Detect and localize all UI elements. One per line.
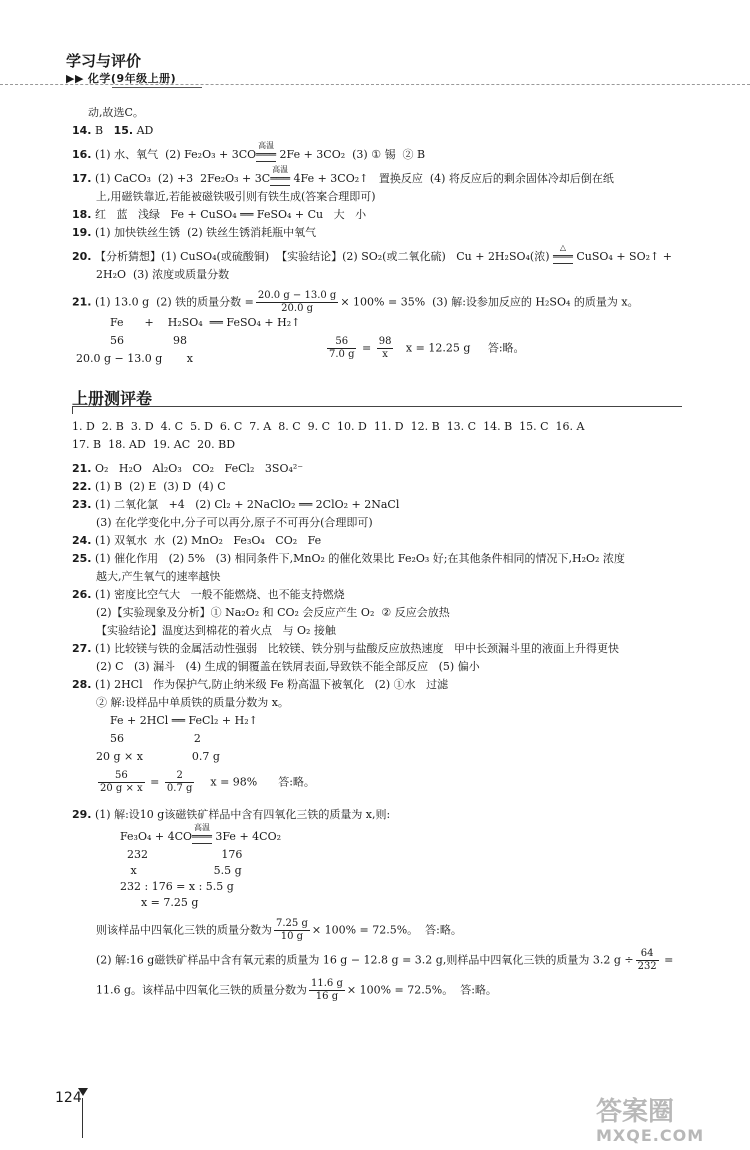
question-number: 23. — [72, 498, 92, 511]
fraction: $\frac{56}{7.0 g}$ — [329, 336, 355, 360]
answer-line: 则该样品中四氧化三铁的质量分数为 $\frac{7.25 g}{10 g}$ × 100% = 72.5%。 答:略。 — [96, 918, 462, 942]
fraction: $\frac{7.25 g}{10 g}$ — [276, 918, 308, 942]
proportion-line: $\frac{56}{20 g \times x}$ = $\frac{2}{0.7 g}$ x = 98% 答:略。 — [100, 770, 315, 794]
answer-line: ② 解:设样品中单质铁的质量分数为 x。 — [96, 696, 289, 709]
page-number: 124 — [55, 1090, 82, 1106]
watermark-text: 答案圈 — [596, 1097, 675, 1127]
equation-line: x 5.5 g — [120, 864, 242, 877]
answer-16: 16. (1) 水、氧气 (2) Fe₂O₃ + 3CO 高温 ═══ 2Fe + 3CO₂ (3) ① 锡 ② B — [72, 141, 426, 161]
answer-line: 越大,产生氧气的速率越快 — [96, 570, 221, 583]
header-divider — [0, 84, 750, 85]
reaction-condition: 高温 — [258, 141, 275, 150]
answer-line: (3) 在化学变化中,分子可以再分,原子不可再分(合理即可) — [96, 516, 373, 529]
equation-line: Fe + H₂SO₄ ══ FeSO₄ + H₂↑ — [110, 316, 301, 329]
fraction: $\frac{11.6 g}{16 g}$ — [311, 978, 343, 1002]
answer-line: (2)【实验现象及分析】① Na₂O₂ 和 CO₂ 会反应产生 O₂ ② 反应会放热 — [96, 606, 450, 619]
watermark-logo — [596, 1098, 704, 1145]
fraction: $\frac{56}{20 g \times x}$ — [100, 770, 143, 794]
answer-27: 27. (1) 比较镁与铁的金属活动性强弱 比较镁、铁分别与盐酸反应放热速度 甲中长颈漏斗里的液面上升得更快 — [72, 642, 620, 655]
fraction: $\frac{2}{0.7 g}$ — [166, 770, 193, 794]
reaction-condition: △ — [559, 243, 566, 252]
question-number: 27. — [72, 642, 92, 655]
equation-line: x = 7.25 g — [120, 896, 199, 909]
equation-line: 20 g × x 0.7 g — [96, 750, 220, 763]
watermark-url: MXQE.COM — [596, 1126, 705, 1145]
answer-20: 20. 【分析猜想】(1) CuSO₄(或硫酸铜) 【实验结论】(2) SO₂(或二氧化硫) Cu + 2H₂SO₄(浓) △ ═══ CuSO₄ + SO₂↑ + — [72, 243, 672, 263]
answer-18: 18. 红 蓝 浅绿 Fe + CuSO₄ ══ FeSO₄ + Cu 大 小 — [72, 208, 367, 221]
answer-19: 19. (1) 加快铁丝生锈 (2) 铁丝生锈消耗瓶中氧气 — [72, 226, 317, 239]
footer-line — [82, 1098, 83, 1138]
equation-line: 232 176 — [120, 848, 243, 861]
question-number: 21. — [72, 295, 92, 309]
answer-22: 22. (1) B (2) E (3) D (4) C — [72, 480, 226, 493]
answer-line: 动,故选C。 — [88, 106, 144, 119]
proportion-line: $\frac{56}{7.0 g}$ = $\frac{98}{x}$ x = 12.25 g 答:略。 — [329, 336, 525, 360]
question-number: 16. — [72, 148, 92, 161]
equation-line: 232 : 176 = x : 5.5 g — [120, 880, 234, 893]
answer-1-16: 1. D 2. B 3. D 4. C 5. D 6. C 7. A 8. C 9. C 10. D 11. D 12. B 13. C 14. B 15. C 16. A — [72, 420, 585, 433]
answer-28: 28. (1) 2HCl 作为保护气,防止纳米级 Fe 粉高温下被氧化 (2) ①水 过滤 — [72, 678, 449, 691]
answer-17-20: 17. B 18. AD 19. AC 20. BD — [72, 438, 236, 451]
answer-17: 17. (1) CaCO₃ (2) +3 2Fe₂O₃ + 3C 高温 ═══ 4Fe + 3CO₂↑ 置换反应 (4) 将反应后的剩余固体冷却后倒在纸 — [72, 165, 614, 185]
reaction-condition: 高温 — [272, 165, 289, 174]
question-number: 22. — [72, 480, 92, 493]
answer-26: 26. (1) 密度比空气大 一般不能燃烧、也不能支持燃烧 — [72, 588, 345, 601]
answer-line: (2) C (3) 漏斗 (4) 生成的铜覆盖在铁屑表面,导致铁不能全部反应 (5) 偏小 — [96, 660, 480, 673]
triangle-marker-icon — [78, 1088, 88, 1096]
reaction-condition: 高温 — [193, 823, 210, 832]
equation-line: Fe₃O₄ + 4CO 高温 ═══ 3Fe + 4CO₂ — [120, 823, 281, 843]
answer-line: 【实验结论】温度达到棉花的着火点 与 O₂ 接触 — [96, 624, 336, 637]
answer-line: 上,用磁铁靠近,若能被磁铁吸引则有铁生成(答案合理即可) — [96, 190, 376, 203]
answer-25: 25. (1) 催化作用 (2) 5% (3) 相同条件下,MnO₂ 的催化效果比 Fe₂O₃ 好;在其他条件相同的情况下,H₂O₂ 浓度 — [72, 552, 625, 565]
question-number: 18. — [72, 208, 92, 221]
question-number: 28. — [72, 678, 92, 691]
answer-line: 11.6 g。该样品中四氧化三铁的质量分数为 $\frac{11.6 g}{16 g}$ × 100% = 72.5%。 答:略。 — [96, 978, 497, 1002]
question-number: 15. — [113, 124, 134, 137]
equation-line: 56 2 — [110, 732, 201, 745]
equation-line: 56 98 — [110, 334, 187, 347]
section-divider — [72, 406, 682, 407]
answer-23: 23. (1) 二氧化氯 +4 (2) Cl₂ + 2NaClO₂ ══ 2ClO₂ + 2NaCl — [72, 498, 400, 511]
fraction: $\frac{20.0 g - 13.0 g}{20.0 g}$ — [257, 290, 337, 314]
question-number: 14. — [72, 124, 92, 137]
section-title: 上册测评卷 — [72, 389, 153, 408]
answer-29: 29. (1) 解:设10 g该磁铁矿样品中含有四氧化三铁的质量为 x,则: — [72, 808, 391, 821]
header-underline — [112, 87, 202, 88]
fraction: $\frac{98}{x}$ — [378, 336, 392, 360]
answer-line: (2) 解:16 g磁铁矿样品中含有氧元素的质量为 16 g − 12.8 g = 3.2 g,则样品中四氧化三铁的质量为 3.2 g ÷ $\frac{64}{232}$ = — [96, 948, 674, 972]
fraction: $\frac{64}{232}$ — [637, 948, 657, 972]
question-number: 17. — [72, 172, 92, 185]
question-number: 25. — [72, 552, 92, 565]
answer-24: 24. (1) 双氧水 水 (2) MnO₂ Fe₃O₄ CO₂ Fe — [72, 534, 322, 547]
section-tick — [72, 406, 73, 414]
question-number: 29. — [72, 808, 92, 821]
equation-line: 20.0 g − 13.0 g x — [76, 352, 193, 365]
answer-21: 21. O₂ H₂O Al₂O₃ CO₂ FeCl₂ 3SO₄²⁻ — [72, 462, 304, 475]
question-number: 19. — [72, 226, 92, 239]
equation-line: Fe + 2HCl ══ FeCl₂ + H₂↑ — [110, 714, 258, 727]
answer-21: 21. (1) 13.0 g (2) 铁的质量分数 = $\frac{20.0 g - 13.0 g}{20.0 g}$ × 100% = 35% (3) 解:设参加反应的 H₂SO₄ 的质量为 x。 — [72, 290, 639, 314]
answer-14-15: 14. B 15. AD — [72, 124, 154, 137]
question-number: 24. — [72, 534, 92, 547]
subtitle-text: 化学(9年级上册) — [87, 72, 177, 85]
answer-line: 2H₂O (3) 浓度或质量分数 — [96, 268, 230, 281]
question-number: 21. — [72, 462, 92, 475]
book-title: 学习与评价 — [66, 52, 142, 70]
question-number: 20. — [72, 250, 92, 263]
question-number: 26. — [72, 588, 92, 601]
double-arrow-icon: ▶▶ — [66, 72, 84, 85]
